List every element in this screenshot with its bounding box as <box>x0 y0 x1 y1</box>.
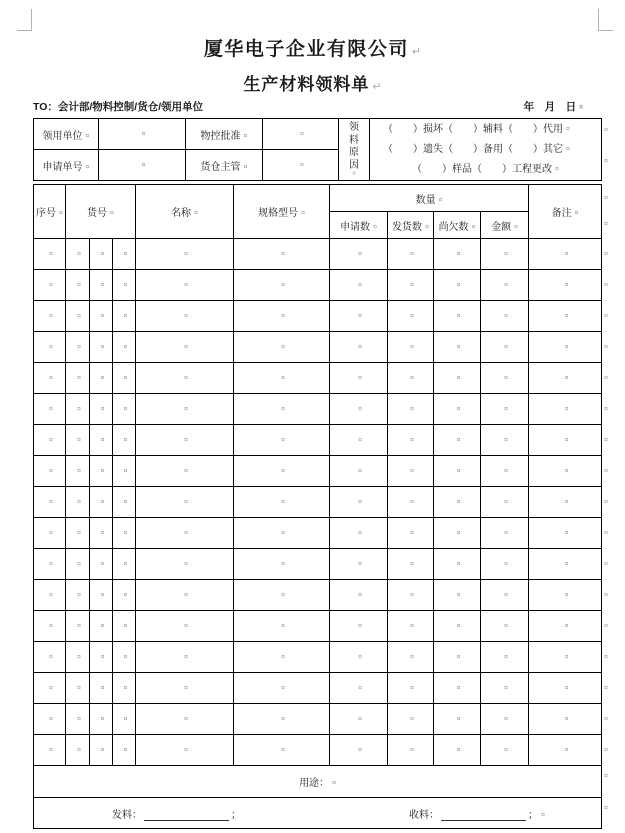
paragraph-mark <box>604 434 608 444</box>
table-row <box>34 487 602 518</box>
empty-cell[interactable] <box>330 456 388 487</box>
issue-semicolon: ； <box>231 810 241 821</box>
empty-cell[interactable] <box>234 270 330 301</box>
empty-cell[interactable] <box>66 735 90 766</box>
empty-cell[interactable] <box>529 549 602 580</box>
empty-cell[interactable] <box>66 301 90 332</box>
empty-cell[interactable] <box>529 332 602 363</box>
empty-cell[interactable] <box>481 394 529 425</box>
empty-cell[interactable] <box>34 425 66 456</box>
empty-cell[interactable] <box>136 456 234 487</box>
empty-cell[interactable] <box>234 363 330 394</box>
paragraph-mark <box>604 155 608 165</box>
empty-cell[interactable] <box>113 270 136 301</box>
empty-cell[interactable] <box>113 549 136 580</box>
empty-cell[interactable] <box>529 487 602 518</box>
empty-cell[interactable] <box>136 735 234 766</box>
empty-cell[interactable] <box>330 239 388 270</box>
empty-cell[interactable] <box>388 301 434 332</box>
empty-cell[interactable] <box>481 673 529 704</box>
empty-cell[interactable] <box>434 735 481 766</box>
col-header-serial: 序号 ¤ <box>34 185 66 239</box>
col-header-qty-requested: 申请数 ¤ <box>330 212 388 239</box>
table-row <box>34 580 602 611</box>
empty-cell[interactable] <box>529 518 602 549</box>
empty-cell[interactable] <box>90 425 113 456</box>
empty-cell[interactable] <box>34 611 66 642</box>
paragraph-mark <box>604 218 608 228</box>
empty-cell[interactable] <box>136 611 234 642</box>
col-header-remarks: 备注 ¤ <box>529 185 602 239</box>
empty-cell[interactable] <box>66 270 90 301</box>
date-line: 年 月 日 ¤ <box>524 99 583 114</box>
empty-cell[interactable] <box>388 270 434 301</box>
col-header-qty-owed: 尚欠数 ¤ <box>434 212 481 239</box>
empty-cell[interactable] <box>234 394 330 425</box>
empty-cell[interactable] <box>330 549 388 580</box>
empty-cell[interactable] <box>434 611 481 642</box>
empty-cell[interactable] <box>330 487 388 518</box>
col-header-item-no: 货号 ¤ <box>66 185 136 239</box>
col-header-name: 名称 ¤ <box>136 185 234 239</box>
empty-cell[interactable] <box>66 549 90 580</box>
empty-cell[interactable] <box>136 704 234 735</box>
paragraph-mark <box>604 496 608 506</box>
empty-cell[interactable] <box>34 270 66 301</box>
empty-cell[interactable] <box>234 301 330 332</box>
empty-cell[interactable] <box>34 518 66 549</box>
empty-cell[interactable] <box>388 549 434 580</box>
empty-cell[interactable] <box>66 704 90 735</box>
empty-cell[interactable] <box>113 487 136 518</box>
empty-cell[interactable] <box>234 642 330 673</box>
empty-cell[interactable] <box>66 456 90 487</box>
col-header-amount: 金额 ¤ <box>481 212 529 239</box>
empty-cell[interactable] <box>136 549 234 580</box>
form-title: 生产材料领料单 ↵ <box>0 70 625 95</box>
empty-cell[interactable] <box>90 270 113 301</box>
empty-cell[interactable] <box>330 580 388 611</box>
table-row <box>34 239 602 270</box>
empty-cell[interactable] <box>388 456 434 487</box>
empty-cell[interactable] <box>434 394 481 425</box>
empty-cell[interactable] <box>481 518 529 549</box>
empty-cell[interactable] <box>113 332 136 363</box>
paragraph-mark <box>604 770 608 780</box>
table-row <box>34 456 602 487</box>
empty-cell[interactable] <box>330 518 388 549</box>
empty-cell[interactable] <box>529 704 602 735</box>
empty-cell[interactable] <box>481 704 529 735</box>
reason-option-line-2[interactable]: （ ）遗失（ ）备用（ ）其它 ¤ <box>370 140 601 160</box>
table-row <box>34 611 602 642</box>
table-row <box>34 301 602 332</box>
info-table <box>33 118 602 181</box>
empty-cell[interactable] <box>529 425 602 456</box>
empty-cell[interactable] <box>434 704 481 735</box>
empty-cell[interactable] <box>66 673 90 704</box>
empty-cell[interactable] <box>90 456 113 487</box>
empty-cell[interactable] <box>136 332 234 363</box>
usage-label: 用途： ¤ <box>299 778 336 789</box>
empty-cell[interactable] <box>113 704 136 735</box>
empty-cell[interactable] <box>136 487 234 518</box>
company-title: 厦华电子企业有限公司 ↵ <box>0 34 625 61</box>
empty-cell[interactable] <box>113 580 136 611</box>
empty-cell[interactable] <box>90 518 113 549</box>
empty-cell[interactable] <box>234 549 330 580</box>
empty-cell[interactable] <box>529 270 602 301</box>
paragraph-mark <box>604 124 608 134</box>
paragraph-mark <box>604 465 608 475</box>
empty-cell[interactable] <box>136 394 234 425</box>
empty-cell[interactable] <box>234 673 330 704</box>
label-application-form-no: 申请单号 ¤ <box>34 150 99 181</box>
empty-cell[interactable] <box>330 332 388 363</box>
empty-cell[interactable] <box>330 270 388 301</box>
empty-cell[interactable] <box>234 735 330 766</box>
empty-cell[interactable] <box>234 425 330 456</box>
empty-cell[interactable] <box>90 487 113 518</box>
issue-signature-group <box>112 806 241 821</box>
empty-cell[interactable] <box>113 642 136 673</box>
empty-cell[interactable] <box>434 363 481 394</box>
empty-cell[interactable] <box>90 301 113 332</box>
empty-cell[interactable] <box>529 611 602 642</box>
label-material-control-approval: 物控批准 ¤ <box>186 119 263 150</box>
paragraph-mark <box>604 403 608 413</box>
field-requisition-unit[interactable] <box>99 119 186 150</box>
table-row <box>34 332 602 363</box>
paragraph-mark <box>604 527 608 537</box>
empty-cell[interactable] <box>234 456 330 487</box>
empty-cell[interactable] <box>66 487 90 518</box>
empty-cell[interactable] <box>90 704 113 735</box>
empty-cell[interactable] <box>434 456 481 487</box>
empty-cell[interactable] <box>34 239 66 270</box>
empty-cell[interactable] <box>529 363 602 394</box>
table-row <box>34 363 602 394</box>
empty-cell[interactable] <box>481 270 529 301</box>
field-material-control-approval[interactable] <box>263 119 339 150</box>
col-header-qty-shipped: 发货数 ¤ <box>388 212 434 239</box>
empty-cell[interactable] <box>34 642 66 673</box>
empty-cell[interactable] <box>66 425 90 456</box>
paragraph-mark <box>604 682 608 692</box>
empty-cell[interactable] <box>330 704 388 735</box>
empty-cell[interactable] <box>481 487 529 518</box>
empty-cell[interactable] <box>330 363 388 394</box>
empty-cell[interactable] <box>234 518 330 549</box>
empty-cell[interactable] <box>481 456 529 487</box>
empty-cell[interactable] <box>34 363 66 394</box>
table-row <box>34 518 602 549</box>
empty-cell[interactable] <box>481 580 529 611</box>
empty-cell[interactable] <box>66 642 90 673</box>
empty-cell[interactable] <box>388 580 434 611</box>
empty-cell[interactable] <box>434 425 481 456</box>
empty-cell[interactable] <box>90 642 113 673</box>
empty-cell[interactable] <box>481 301 529 332</box>
empty-cell[interactable] <box>330 301 388 332</box>
empty-cell[interactable] <box>34 456 66 487</box>
paragraph-mark <box>604 279 608 289</box>
empty-cell[interactable] <box>34 394 66 425</box>
empty-cell[interactable] <box>529 239 602 270</box>
empty-cell[interactable] <box>388 518 434 549</box>
empty-cell[interactable] <box>330 642 388 673</box>
empty-cell[interactable] <box>66 394 90 425</box>
to-line: TO：会计部/物料控制/货仓/领用单位 <box>33 101 204 113</box>
empty-cell[interactable] <box>529 673 602 704</box>
paragraph-mark <box>604 620 608 630</box>
empty-cell[interactable] <box>34 735 66 766</box>
empty-cell[interactable] <box>90 673 113 704</box>
empty-cell[interactable] <box>434 270 481 301</box>
empty-cell[interactable] <box>388 611 434 642</box>
empty-cell[interactable] <box>34 332 66 363</box>
empty-cell[interactable] <box>90 394 113 425</box>
empty-cell[interactable] <box>481 363 529 394</box>
empty-cell[interactable] <box>388 642 434 673</box>
empty-cell[interactable] <box>66 239 90 270</box>
table-row <box>34 425 602 456</box>
table-row <box>34 642 602 673</box>
empty-cell[interactable] <box>90 363 113 394</box>
reason-options-cell <box>370 119 602 181</box>
empty-cell[interactable] <box>136 363 234 394</box>
empty-cell[interactable] <box>529 642 602 673</box>
empty-cell[interactable] <box>234 239 330 270</box>
empty-cell[interactable] <box>234 487 330 518</box>
empty-cell[interactable] <box>434 239 481 270</box>
empty-cell[interactable] <box>529 735 602 766</box>
empty-cell[interactable] <box>66 363 90 394</box>
empty-cell[interactable] <box>529 456 602 487</box>
table-row <box>34 704 602 735</box>
empty-cell[interactable] <box>388 673 434 704</box>
empty-cell[interactable] <box>136 425 234 456</box>
paragraph-mark <box>604 372 608 382</box>
empty-cell[interactable] <box>388 425 434 456</box>
empty-cell[interactable] <box>113 518 136 549</box>
empty-cell[interactable] <box>136 580 234 611</box>
paragraph-mark <box>604 802 608 812</box>
empty-cell[interactable] <box>434 487 481 518</box>
empty-cell[interactable] <box>388 363 434 394</box>
empty-cell[interactable] <box>34 549 66 580</box>
empty-cell[interactable] <box>330 425 388 456</box>
paragraph-mark <box>604 310 608 320</box>
empty-cell[interactable] <box>434 301 481 332</box>
empty-cell[interactable] <box>234 611 330 642</box>
paragraph-mark <box>604 744 608 754</box>
empty-cell[interactable] <box>113 239 136 270</box>
empty-cell[interactable] <box>388 239 434 270</box>
empty-cell[interactable] <box>434 580 481 611</box>
reason-option-line-1[interactable]: （ ）损坏（ ）辅料（ ）代用 ¤ <box>370 120 601 140</box>
empty-cell[interactable] <box>388 394 434 425</box>
field-warehouse-supervisor[interactable] <box>263 150 339 181</box>
empty-cell[interactable] <box>113 394 136 425</box>
empty-cell[interactable] <box>330 673 388 704</box>
empty-cell[interactable] <box>388 487 434 518</box>
empty-cell[interactable] <box>136 518 234 549</box>
empty-cell[interactable] <box>90 611 113 642</box>
table-row <box>34 270 602 301</box>
empty-cell[interactable] <box>113 611 136 642</box>
empty-cell[interactable] <box>136 301 234 332</box>
empty-cell[interactable] <box>66 518 90 549</box>
empty-cell[interactable] <box>113 456 136 487</box>
empty-cell[interactable] <box>34 301 66 332</box>
empty-cell[interactable] <box>529 301 602 332</box>
empty-cell[interactable] <box>388 704 434 735</box>
receive-semicolon: ； <box>528 810 538 821</box>
col-header-quantity-group: 数量 ¤ <box>330 185 529 212</box>
paragraph-mark <box>604 558 608 568</box>
empty-cell[interactable] <box>66 580 90 611</box>
empty-cell[interactable] <box>434 332 481 363</box>
empty-cell[interactable] <box>481 735 529 766</box>
table-row <box>34 735 602 766</box>
empty-cell[interactable] <box>434 642 481 673</box>
empty-cell[interactable] <box>481 642 529 673</box>
empty-cell[interactable] <box>136 673 234 704</box>
empty-cell[interactable] <box>388 332 434 363</box>
empty-cell[interactable] <box>136 642 234 673</box>
paragraph-mark <box>604 589 608 599</box>
table-row <box>34 549 602 580</box>
empty-cell[interactable] <box>66 611 90 642</box>
paragraph-mark <box>604 341 608 351</box>
receive-signature-line[interactable] <box>441 809 526 821</box>
signature-row <box>34 798 602 829</box>
empty-cell[interactable] <box>234 332 330 363</box>
empty-cell[interactable] <box>529 580 602 611</box>
col-header-spec: 规格型号 ¤ <box>234 185 330 239</box>
empty-cell[interactable] <box>113 363 136 394</box>
margin-corner-mark-top-left <box>17 9 32 31</box>
requisition-reason-vertical-text: 领料原因 ¤ <box>349 122 360 177</box>
empty-cell[interactable] <box>34 487 66 518</box>
table-row <box>34 394 602 425</box>
empty-cell[interactable] <box>136 239 234 270</box>
field-application-form-no[interactable] <box>99 150 186 181</box>
empty-cell[interactable] <box>234 704 330 735</box>
empty-cell[interactable] <box>113 301 136 332</box>
empty-cell[interactable] <box>481 425 529 456</box>
empty-cell[interactable] <box>481 611 529 642</box>
issue-signature-line[interactable] <box>144 809 229 821</box>
empty-cell[interactable] <box>330 735 388 766</box>
empty-cell[interactable] <box>434 518 481 549</box>
label-warehouse-supervisor: 货仓主管 ¤ <box>186 150 263 181</box>
empty-cell[interactable] <box>66 332 90 363</box>
empty-cell[interactable] <box>90 735 113 766</box>
empty-cell[interactable] <box>34 704 66 735</box>
reason-option-line-3[interactable]: （ ）样品（ ）工程更改 ¤ <box>370 160 601 180</box>
empty-cell[interactable] <box>136 270 234 301</box>
paragraph-mark <box>604 651 608 661</box>
label-requisition-unit: 领用单位 ¤ <box>34 119 99 150</box>
empty-cell[interactable] <box>330 394 388 425</box>
receive-label: 收料： <box>409 810 439 821</box>
empty-cell[interactable] <box>434 549 481 580</box>
empty-cell[interactable] <box>481 332 529 363</box>
empty-cell[interactable] <box>113 673 136 704</box>
empty-cell[interactable] <box>34 580 66 611</box>
usage-row[interactable] <box>34 766 602 798</box>
table-row <box>34 673 602 704</box>
empty-cell[interactable] <box>234 580 330 611</box>
empty-cell[interactable] <box>481 239 529 270</box>
requisition-table <box>33 184 602 829</box>
empty-cell[interactable] <box>529 394 602 425</box>
empty-cell[interactable] <box>90 580 113 611</box>
receive-signature-group <box>409 806 545 821</box>
empty-cell[interactable] <box>90 549 113 580</box>
label-requisition-reason <box>339 119 370 181</box>
empty-cell[interactable] <box>90 239 113 270</box>
empty-cell[interactable] <box>90 332 113 363</box>
empty-cell[interactable] <box>113 425 136 456</box>
issue-label: 发料： <box>112 810 142 821</box>
paragraph-mark <box>604 192 608 202</box>
empty-cell[interactable] <box>113 735 136 766</box>
empty-cell[interactable] <box>34 673 66 704</box>
paragraph-mark <box>604 713 608 723</box>
paragraph-mark <box>604 248 608 258</box>
empty-cell[interactable] <box>388 735 434 766</box>
empty-cell[interactable] <box>330 611 388 642</box>
margin-corner-mark-top-right <box>598 9 613 31</box>
empty-cell[interactable] <box>481 549 529 580</box>
empty-cell[interactable] <box>434 673 481 704</box>
